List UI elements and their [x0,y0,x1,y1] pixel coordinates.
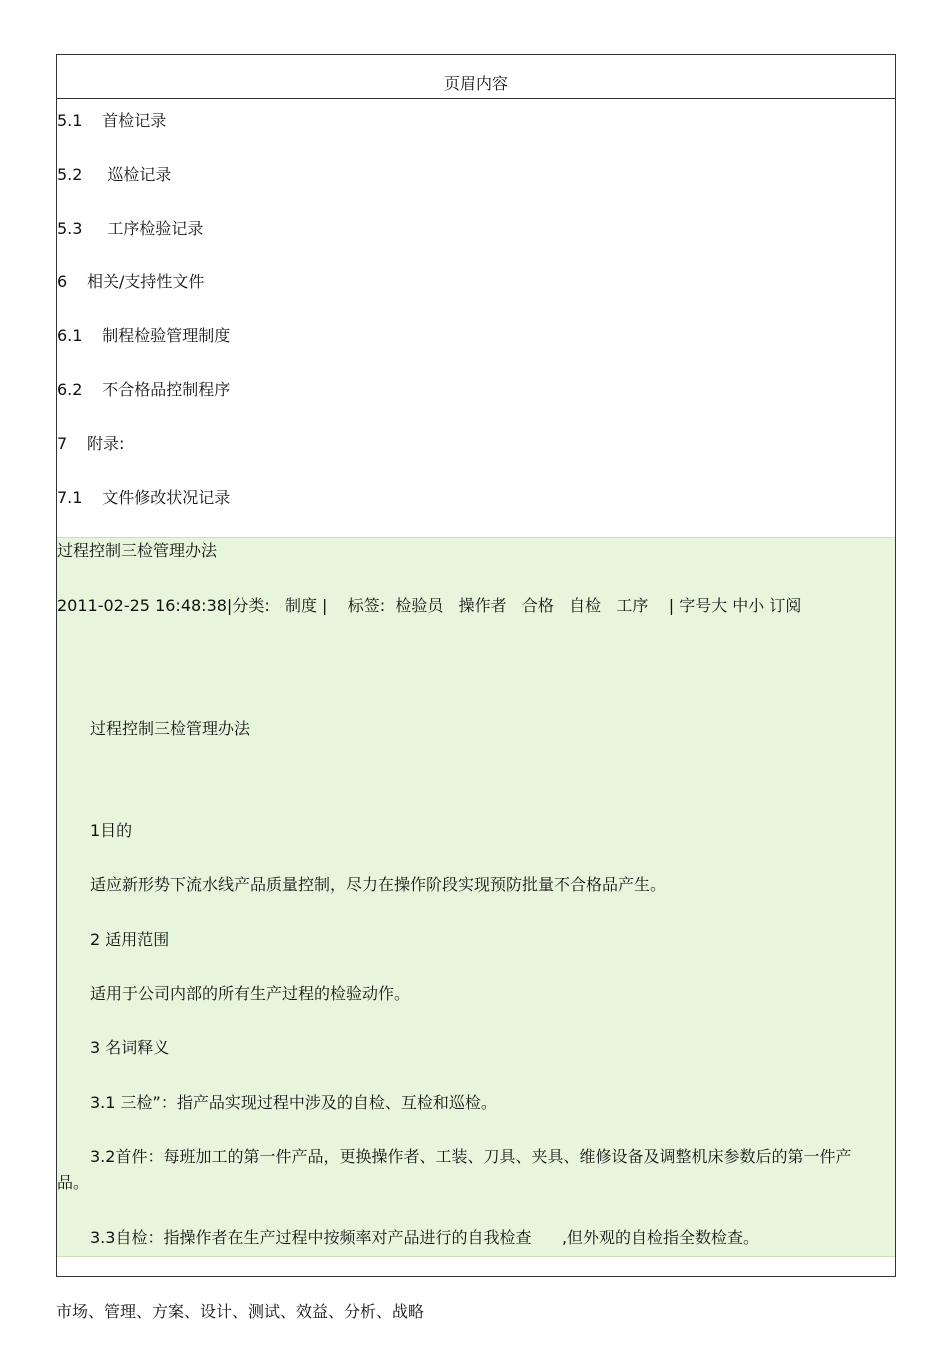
toc-text: 工序检验记录 [107,219,204,238]
toc-item [57,272,204,292]
section-title: 2 适用范围 [90,930,170,949]
toc-text: 文件修改状况记录 [102,488,231,507]
section-body: 适用于公司内部的所有生产过程的检验动作。 [90,984,411,1003]
toc-num: 5.3 [57,219,83,238]
toc-text: 首检记录 [102,111,167,130]
toc-text: 相关/支持性文件 [87,272,205,291]
toc-text: 制程检验管理制度 [102,326,231,345]
article-meta: 2011-02-25 16:48:38|分类: 制度 | 标签: 检验员 操作者 合格 自检 工序 | 字号大 中小 订阅 [57,596,802,615]
toc-item [57,111,166,131]
page-header: 页眉内容 [57,55,895,99]
definition-item: 3.1 三检”：指产品实现过程中涉及的自检、互检和巡检。 [90,1093,497,1112]
toc-num: 6.1 [57,326,83,345]
section-title: 3 名词释义 [90,1038,170,1057]
toc-text: 巡检记录 [107,165,172,184]
page-frame [56,54,896,1277]
toc-item [57,219,203,239]
toc-item [57,434,124,454]
definition-item: 3.3自检：指操作者在生产过程中按频率对产品进行的自我检查 ,但外观的自检指全数检查。 [90,1228,760,1247]
toc-num: 5.1 [57,111,83,130]
definition-item: 3.2首件：每班加工的第一件产品，更换操作者、工装、刀具、夹具、维修设备及调整机床参数后的第一件产品。 [57,1147,852,1192]
section-title: 1目的 [90,821,133,840]
toc-item [57,488,230,508]
article-heading: 过程控制三检管理办法 [90,719,251,738]
toc-text: 不合格品控制程序 [102,380,231,399]
article-title: 过程控制三检管理办法 [57,541,218,560]
toc-item [57,326,230,346]
toc-num: 6 [57,272,68,291]
section-body: 适应新形势下流水线产品质量控制，尽力在操作阶段实现预防批量不合格品产生。 [90,875,667,894]
toc-num: 7 [57,434,68,453]
toc-item [57,165,171,185]
toc-num: 7.1 [57,488,83,507]
toc-item [57,380,230,400]
toc-num: 5.2 [57,165,83,184]
footer-keywords: 市场、管理、方案、设计、测试、效益、分析、战略 [56,1302,425,1321]
toc-num: 6.2 [57,380,83,399]
article-panel [57,537,895,1257]
toc-text: 附录: [87,434,125,453]
